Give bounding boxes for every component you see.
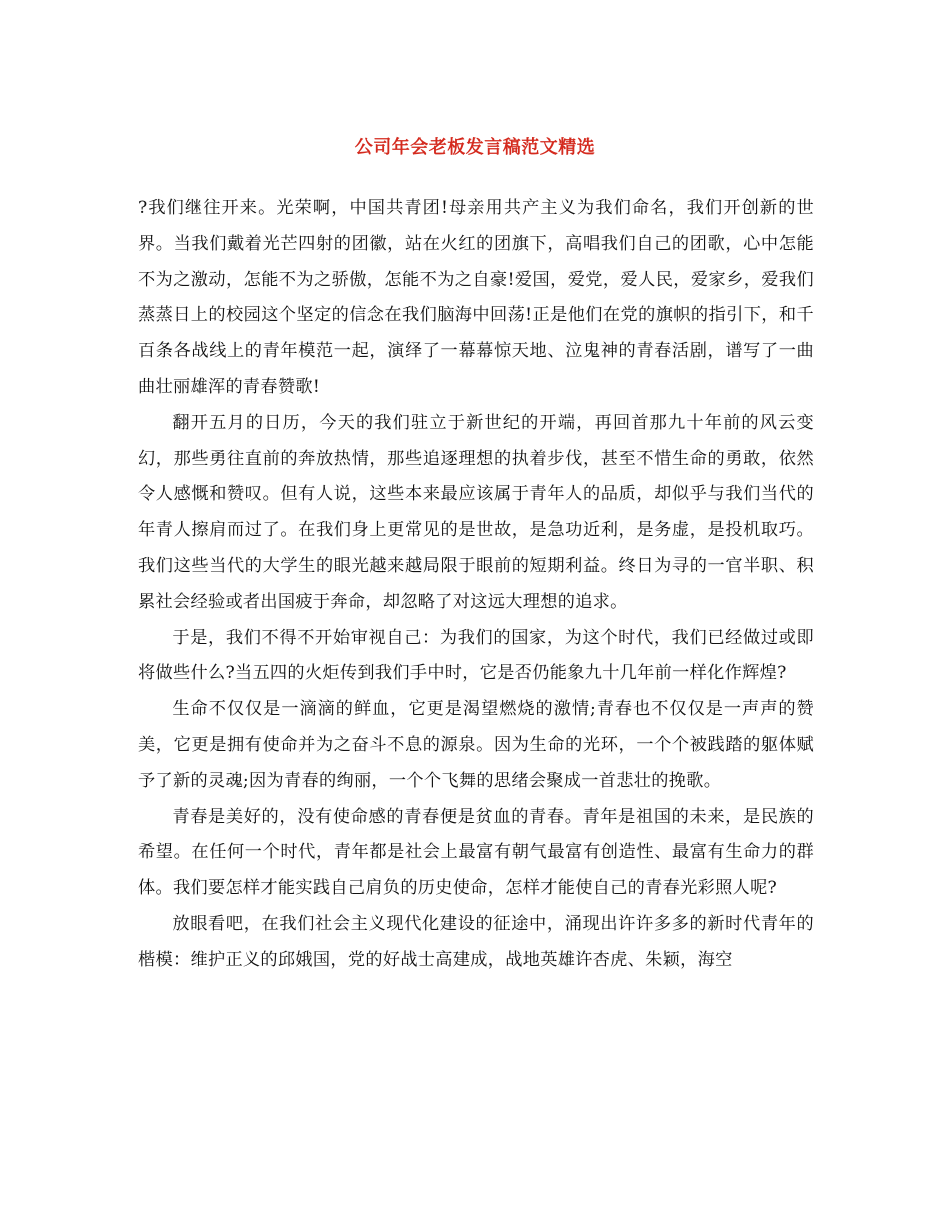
paragraph-5: 青春是美好的，没有使命感的青春便是贫血的青春。青年是祖国的未来，是民族的希望。在任何一个时代，青年都是社会上最富有朝气最富有创造性、最富有生命力的群体。我们要怎样才能实践自己肩负的历史使命，怎样才能使自己的青春光彩照人呢?: [138, 806, 814, 899]
document-title: 公司年会老板发言稿范文精选: [354, 137, 596, 159]
document-body: [138, 191, 814, 979]
paragraph-1: ?我们继往开来。光荣啊，中国共青团!母亲用共产主义为我们命名，我们开创新的世界。当我们戴着光芒四射的团徽，站在火红的团旗下，高唱我们自己的团歌，心中怎能不为之激动，怎能不为之骄傲，怎能不为之自豪!爱国，爱党，爱人民，爱家乡，爱我们蒸蒸日上的校园这个坚定的信念在我们脑海中回荡!正是他们在党的旗帜的指引下，和千百条各战线上的青年模范一起，演绎了一幕幕惊天地、泣鬼神的青春活剧，谱写了一曲曲壮丽雄浑的青春赞歌!: [138, 198, 814, 397]
paragraph-3: 于是，我们不得不开始审视自己：为我们的国家，为这个时代，我们已经做过或即将做些什么?当五四的火炬传到我们手中时，它是否仍能象九十几年前一样化作辉煌?: [138, 627, 814, 684]
paragraph-4: 生命不仅仅是一滴滴的鲜血，它更是渴望燃烧的激情;青春也不仅仅是一声声的赞美，它更是拥有使命并为之奋斗不息的源泉。因为生命的光环，一个个被践踏的躯体赋予了新的灵魂;因为青春的绚丽，一个个飞舞的思绪会聚成一首悲壮的挽歌。: [138, 699, 814, 791]
paragraph-6: 放眼看吧，在我们社会主义现代化建设的征途中，涌现出许许多多的新时代青年的楷模：维护正义的邱娥国，党的好战士高建成，战地英雄许杏虎、朱颖，海空: [138, 913, 814, 970]
paragraph-2: 翻开五月的日历，今天的我们驻立于新世纪的开端，再回首那九十年前的风云变幻，那些勇往直前的奔放热情，那些追逐理想的执着步伐，甚至不惜生命的勇敢，依然令人感慨和赞叹。但有人说，这些本来最应该属于青年人的品质，却似乎与我们当代的年青人擦肩而过了。在我们身上更常见的是世故，是急功近利，是务虚，是投机取巧。我们这些当代的大学生的眼光越来越局限于眼前的短期利益。终日为寻的一官半职、积累社会经验或者出国疲于奔命，却忽略了对这远大理想的追求。: [138, 412, 814, 612]
